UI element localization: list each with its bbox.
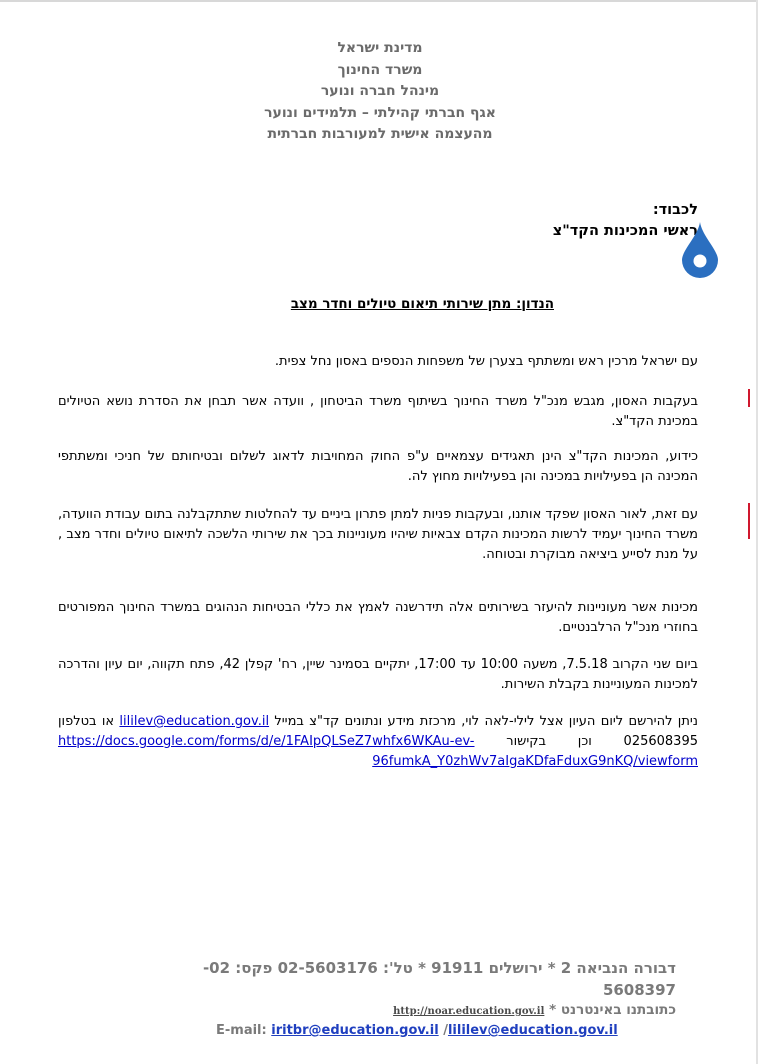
subject-line: הנדון: מתן שירותי תיאום טיולים וחדר מצב xyxy=(290,296,554,312)
footer-email-link-1[interactable]: iritbr@education.gov.il xyxy=(271,1023,439,1038)
footer-website-label: כתובתנו באינטרנט * xyxy=(549,1002,676,1018)
footer-website-link[interactable]: http://noar.education.gov.il xyxy=(393,1006,545,1017)
paragraph-registration xyxy=(58,712,698,772)
addressee-block xyxy=(553,200,698,242)
footer-address-line: דבורה הנביאה 2 * ירושלים 91911 * טל': 02-5603176 פקס: 02- xyxy=(202,959,676,977)
water-drop-icon xyxy=(680,220,720,278)
registration-form-link-part2[interactable]: 96fumkA_Y0zhWv7aIgaKDfaFduxG9nKQ/viewform xyxy=(372,754,698,769)
registration-phone-text: או בטלפון 025608395 וכן בקישור xyxy=(58,714,698,749)
registration-text: ניתן להירשם ליום העיון אצל לילי-לאה לוי, מרכזת מידע ונתונים קד"צ במייל xyxy=(274,714,698,729)
margin-change-mark xyxy=(748,389,750,407)
letterhead-line-administration: מינהל חברה ונוער xyxy=(320,83,440,99)
addressee-label: לכבוד: xyxy=(652,202,698,218)
letterhead-line-ministry: משרד החינוך xyxy=(337,61,423,78)
paragraph-safety-rules: מכינות אשר מעוניינות להיעזר בשירותים אלה תידרשנה לאמץ את כללי הבטיחות הנהוגים במשרד החינוך המפורטים בחוזרי מנכ"ל הרלבנטיים. xyxy=(58,600,698,635)
footer-address xyxy=(116,957,676,1001)
paragraph-seminar: ביום שני הקרוב 7.5.18, משעה 10:00 עד 17:00, יתקיים בסמינר שיין, רח' קפלן 42, פתח תקווה, יום עיון והדרכה למכינות המעוניינות בקבלת השירות. xyxy=(58,657,698,692)
registration-form-link-part1[interactable]: https://docs.google.com/forms/d/e/1FAIpQLSeZ7whfx6WKAu-ev- xyxy=(58,734,475,749)
paragraph-interim-solution: עם זאת, לאור האסון שפקד אותנו, ובעקבות פניות למתן פתרון ביניים עד להחלטות שתתקבלנה בתום עבודת הוועדה, משרד החינוך יעמיד לרשות המכינות הקדם צבאיות שיהיו מעוניינות בכך את שירותי הלשכה לתיאום טיולים וחדר מצב , על מנת לסייע ביציאה מבוקרת ובטוחה. xyxy=(58,507,698,562)
footer-email-label: E-mail: xyxy=(216,1023,267,1038)
paragraph-responsibility: כידוע, המכינות הקד"צ הינן תאגידים עצמאיים ע"פ החוק המחויבות לדאוג לשלום ובטיחותם של חניכי ומשתתפי המכינה הן בפעילויות במכינה והן בפעילויות מחוץ לה. xyxy=(58,449,698,484)
letterhead-line-division: אגף חברתי קהילתי – תלמידים ונוער xyxy=(264,104,496,121)
footer-email-link-2[interactable]: lililev@education.gov.il xyxy=(447,1023,618,1038)
footer-email: E-mail: iritbr@education.gov.il /lililev@education.gov.il xyxy=(216,1023,618,1038)
letterhead xyxy=(150,38,610,146)
margin-change-mark xyxy=(748,503,750,539)
paragraph-committee: בעקבות האסון, מגבש מנכ"ל משרד החינוך בשיתוף משרד הביטחון , וועדה אשר תבחן את הסדרת נושא הטיולים במכינת הקד"צ. xyxy=(58,394,698,429)
letterhead-line-slogan: מהעצמה אישית למעורבות חברתית xyxy=(267,126,493,142)
addressee-recipient: ראשי המכינות הקד"צ xyxy=(552,223,698,239)
footer-fax-tail: 5608397 xyxy=(602,981,676,999)
letterhead-line-state: מדינת ישראל xyxy=(337,40,423,56)
page-top-edge xyxy=(0,0,758,2)
paragraph-condolence: עם ישראל מרכין ראש ומשתתף בצערן של משפחות הנספים באסון נחל צפית. xyxy=(274,354,698,369)
footer-website xyxy=(116,1000,676,1022)
registration-email-link[interactable]: lililev@education.gov.il xyxy=(119,714,270,729)
